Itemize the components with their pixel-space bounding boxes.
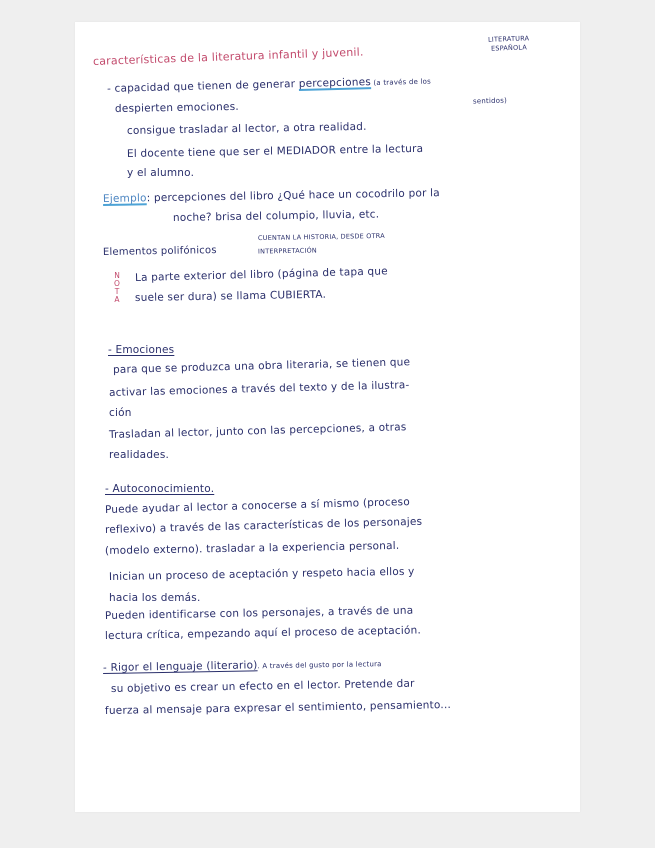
autoconocimiento-heading: [105, 484, 214, 495]
intro-line-2: despierten emociones.: [114, 100, 239, 115]
intro-line-1: [107, 76, 431, 95]
elementos-note-2: INTERPRETACIÓN: [257, 246, 318, 256]
emociones-heading-text: - Emociones: [108, 344, 175, 356]
autoconocimiento-line-3: (modelo externo). trasladar a la experiencia personal.: [104, 539, 400, 557]
example-line-1: [103, 188, 440, 204]
notebook-page: [75, 22, 580, 812]
nota-line-1: La parte exterior del libro (página de tapa que: [134, 265, 388, 284]
lenguaje-line-3: fuerza al mensaje para expresar el sentimiento, pensamiento...: [104, 698, 452, 717]
lenguaje-heading: - Rigor el lenguaje (literario): [102, 659, 258, 674]
nota-text: NOTA: [114, 271, 120, 304]
emociones-line-3: ción: [109, 407, 132, 419]
intro-line-4: El docente tiene que ser el MEDIADOR entre la lectura: [126, 142, 424, 160]
elementos-line: Elementos polifónicos: [102, 245, 217, 258]
nota-label: [113, 272, 123, 304]
autoconocimiento-line-5: hacia los demás.: [109, 592, 201, 604]
emociones-line-2: activar las emociones a través del texto y de la ilustra-: [108, 379, 410, 399]
course-label-2: ESPAÑOLA: [490, 43, 528, 53]
intro-line-3: consigue trasladar al lector, a otra realidad.: [126, 120, 367, 137]
example-text: : percepciones del libro ¿Qué hace un cocodrilo por la: [146, 187, 440, 205]
emociones-line-1: para que se produzca una obra literaria, se tienen que: [112, 356, 411, 376]
autoconocimiento-line-1: Puede ayudar al lector a conocerse a sí mismo (proceso: [104, 496, 411, 516]
autoconocimiento-line-4: Inician un proceso de aceptación y respeto hacia ellos y: [108, 565, 415, 583]
autoconocimiento-line-7: lectura crítica, empezando aquí el proceso de aceptación.: [104, 624, 422, 642]
example-label: Ejemplo: [102, 192, 147, 205]
emociones-line-5: realidades.: [109, 449, 170, 461]
intro-aside-2: sentidos): [472, 96, 508, 106]
intro-aside: (a través de los: [370, 77, 432, 88]
autoconocimiento-line-2: reflexivo) a través de las características de los personajes: [104, 515, 423, 536]
intro-text: - capacidad que tienen de generar: [106, 77, 299, 95]
course-label: LITERATURA: [487, 34, 530, 44]
lenguaje-aside: . A través del gusto por la lectura: [257, 660, 382, 671]
emociones-line-4: Trasladan al lector, junto con las percepciones, a otras: [108, 421, 407, 441]
autoconocimiento-line-6: Pueden identificarse con los personajes, a través de una: [104, 604, 414, 622]
lenguaje-line-1: [103, 658, 382, 673]
page-title: características de la literatura infantil y juvenil.: [92, 45, 364, 68]
emociones-heading: [108, 345, 174, 356]
intro-line-5: y el alumno.: [127, 167, 195, 179]
percepciones-term: percepciones: [298, 76, 372, 90]
nota-line-2: suele ser dura) se llama CUBIERTA.: [134, 288, 327, 304]
example-line-2: noche? brisa del columpio, lluvia, etc.: [172, 208, 380, 224]
autoconocimiento-heading-text: - Autoconocimiento.: [105, 483, 215, 495]
elementos-note-1: CUENTAN LA HISTORIA, DESDE OTRA: [257, 231, 385, 243]
lenguaje-line-2: su objetivo es crear un efecto en el lector. Pretende dar: [110, 677, 415, 695]
